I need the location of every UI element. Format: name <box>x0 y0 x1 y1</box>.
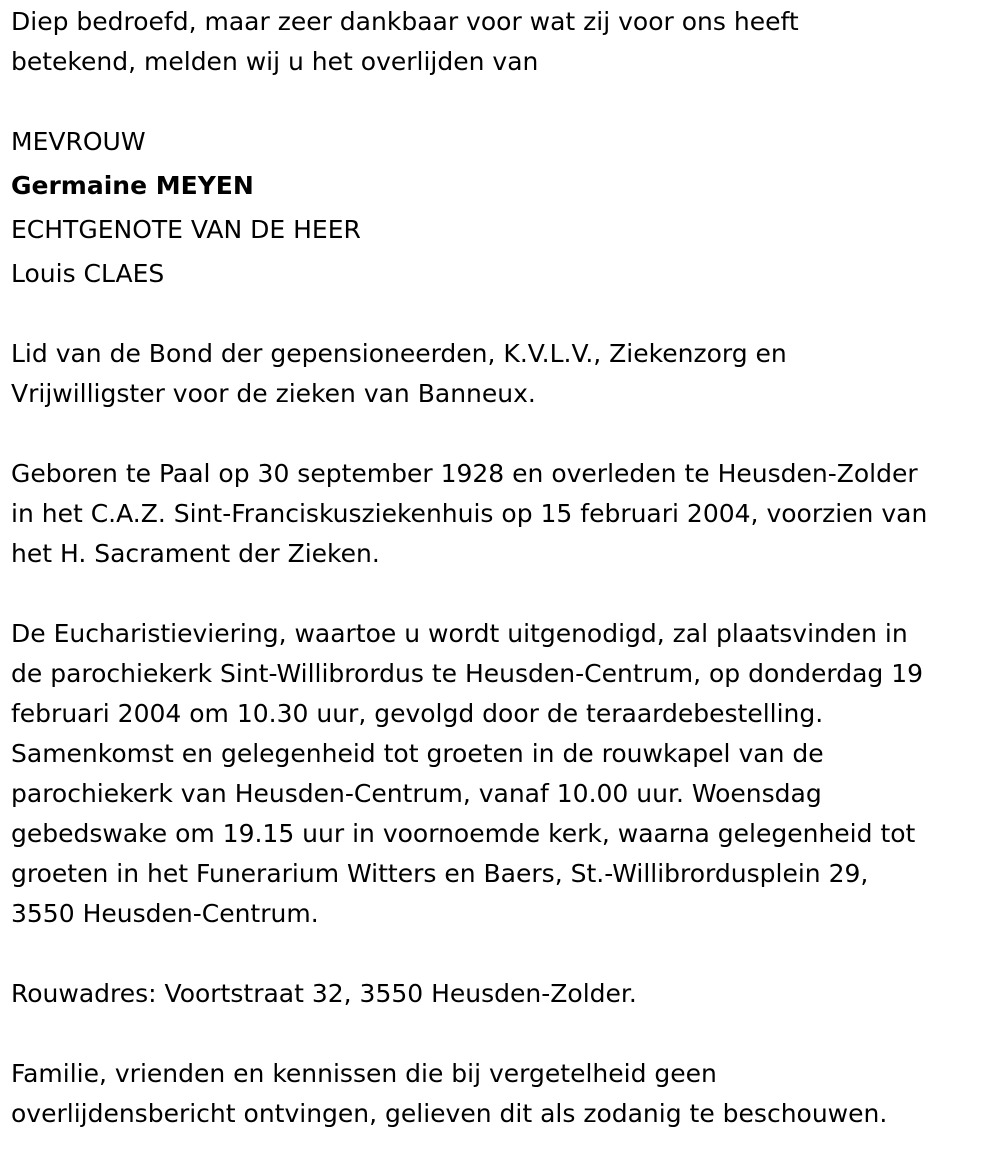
spouse-name: Louis CLAES <box>11 259 165 288</box>
deceased-relation: ECHTGENOTE VAN DE HEER <box>11 215 361 244</box>
intro-paragraph <box>11 2 988 82</box>
deceased-block <box>11 122 988 294</box>
membership-line-1: Lid van de Bond der gepensioneerden, K.V.L.V., Ziekenzorg en <box>11 339 787 368</box>
paragraph-gap <box>11 294 988 334</box>
mourning-address: Rouwadres: Voortstraat 32, 3550 Heusden-Zolder. <box>11 979 637 1008</box>
birth-death-line-3: het H. Sacrament der Zieken. <box>11 539 380 568</box>
birth-death-line-1: Geboren te Paal op 30 september 1928 en overleden te Heusden-Zolder <box>11 459 918 488</box>
closing-line-2: overlijdensbericht ontvingen, gelieven dit als zodanig te beschouwen. <box>11 1099 888 1128</box>
ceremony-line-5: parochiekerk van Heusden-Centrum, vanaf 10.00 uur. Woensdag <box>11 779 822 808</box>
membership-paragraph <box>11 334 988 414</box>
ceremony-line-1: De Eucharistieviering, waartoe u wordt uitgenodigd, zal plaatsvinden in <box>11 619 908 648</box>
ceremony-paragraph <box>11 614 988 934</box>
address-paragraph <box>11 974 988 1014</box>
birth-death-paragraph <box>11 454 988 574</box>
deceased-title: MEVROUW <box>11 127 146 156</box>
paragraph-gap <box>11 574 988 614</box>
ceremony-line-3: februari 2004 om 10.30 uur, gevolgd door de teraardebestelling. <box>11 699 824 728</box>
ceremony-line-7: groeten in het Funerarium Witters en Baers, St.-Willibrordusplein 29, <box>11 859 869 888</box>
closing-line-1: Familie, vrienden en kennissen die bij vergetelheid geen <box>11 1059 717 1088</box>
paragraph-gap <box>11 1014 988 1054</box>
ceremony-line-2: de parochiekerk Sint-Willibrordus te Heusden-Centrum, op donderdag 19 <box>11 659 924 688</box>
ceremony-line-8: 3550 Heusden-Centrum. <box>11 899 319 928</box>
paragraph-gap <box>11 934 988 974</box>
membership-line-2: Vrijwilligster voor de zieken van Banneux. <box>11 379 536 408</box>
intro-line-1: Diep bedroefd, maar zeer dankbaar voor wat zij voor ons heeft <box>11 7 799 36</box>
birth-death-line-2: in het C.A.Z. Sint-Franciskusziekenhuis op 15 februari 2004, voorzien van <box>11 499 928 528</box>
ceremony-line-6: gebedswake om 19.15 uur in voornoemde kerk, waarna gelegenheid tot <box>11 819 916 848</box>
ceremony-line-4: Samenkomst en gelegenheid tot groeten in de rouwkapel van de <box>11 739 824 768</box>
paragraph-gap <box>11 82 988 122</box>
deceased-name: Germaine MEYEN <box>11 171 254 200</box>
closing-paragraph <box>11 1054 988 1134</box>
intro-line-2: betekend, melden wij u het overlijden van <box>11 47 539 76</box>
paragraph-gap <box>11 414 988 454</box>
